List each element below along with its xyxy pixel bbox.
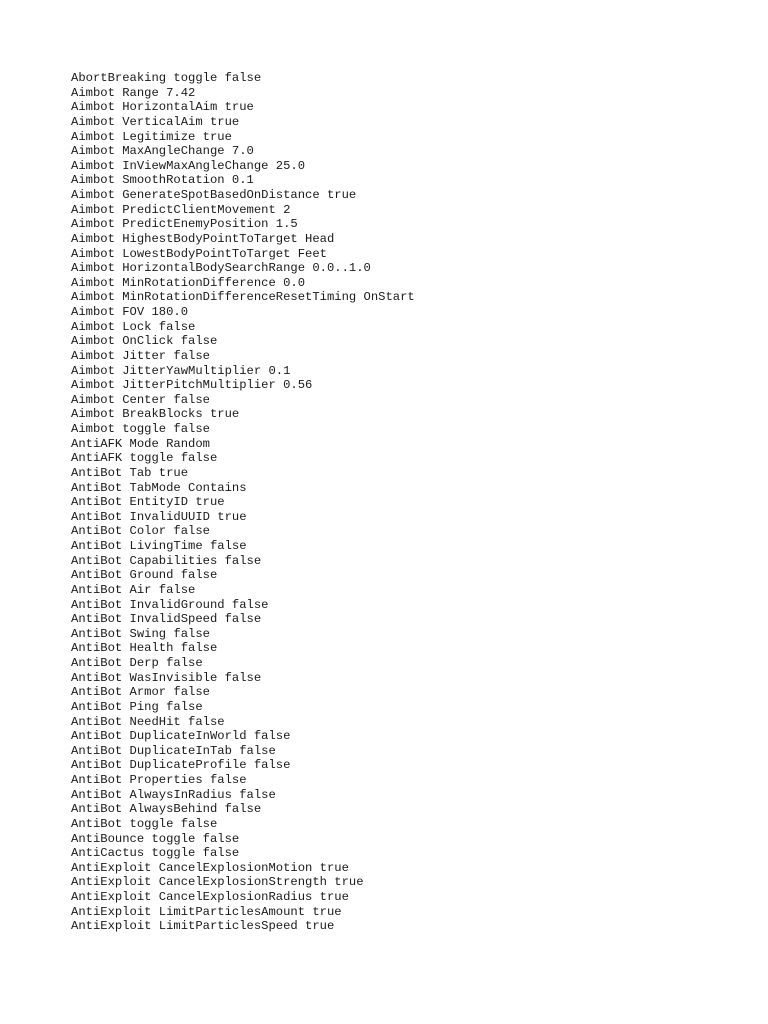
config-line: AntiBot WasInvisible false [71,670,262,685]
config-line: AntiBot Color false [71,524,210,539]
config-line: AntiBot Tab true [71,465,189,480]
config-line: AntiBot Health false [71,641,218,656]
config-line: Aimbot Range 7.42 [71,85,196,100]
config-line: AntiBot toggle false [71,816,218,831]
config-line: AntiExploit CancelExplosionStrength true [71,875,364,890]
config-line: Aimbot InViewMaxAngleChange 25.0 [71,158,306,173]
config-line: AntiAFK Mode Random [71,436,210,451]
config-line: Aimbot HorizontalAim true [71,100,254,115]
config-line: AntiExploit CancelExplosionMotion true [71,860,349,875]
config-line: AntiBot DuplicateProfile false [71,758,291,773]
config-line: Aimbot BreakBlocks true [71,407,240,422]
config-line: Aimbot OnClick false [71,334,218,349]
config-line: AntiExploit LimitParticlesSpeed true [71,919,335,934]
config-line: Aimbot HighestBodyPointToTarget Head [71,231,335,246]
config-line: AntiBot InvalidSpeed false [71,612,262,627]
config-line: AntiBot Swing false [71,626,210,641]
config-line: Aimbot Center false [71,392,210,407]
config-line: AntiBot AlwaysInRadius false [71,787,276,802]
config-line: AntiExploit LimitParticlesAmount true [71,904,342,919]
config-line: AntiBot Derp false [71,656,203,670]
config-line: Aimbot MinRotationDifference 0.0 [71,275,306,290]
config-line: Aimbot SmoothRotation 0.1 [71,173,254,188]
config-line: Aimbot JitterYawMultiplier 0.1 [71,363,291,378]
config-line: AntiBot NeedHit false [71,714,225,729]
config-line: Aimbot Jitter false [71,348,210,363]
config-line: AntiBot TabMode Contains [71,480,247,495]
config-line: Aimbot JitterPitchMultiplier 0.56 [71,378,313,393]
config-line: AntiBot Ground false [71,568,218,583]
config-line: AntiBot EntityID true [71,495,225,510]
config-line: Aimbot GenerateSpotBasedOnDistance true [71,188,357,202]
config-line: Aimbot MaxAngleChange 7.0 [71,144,254,159]
config-line: AntiExploit CancelExplosionRadius true [71,890,349,904]
config-line: AntiBounce toggle false [71,831,240,846]
config-line: AntiBot InvalidGround false [71,597,269,612]
config-line: Aimbot PredictEnemyPosition 1.5 [71,217,298,232]
config-line: AntiBot LivingTime false [71,539,247,553]
config-line: Aimbot HorizontalBodySearchRange 0.0..1.0 [71,261,371,276]
config-line: AntiBot InvalidUUID true [71,509,247,524]
config-text-lines [71,71,415,934]
config-line: AntiBot DuplicateInTab false [71,743,276,758]
config-line: Aimbot LowestBodyPointToTarget Feet [71,246,327,261]
config-line: AntiBot Air false [71,582,196,597]
config-line: Aimbot VerticalAim true [71,114,240,129]
config-line: AntiBot AlwaysBehind false [71,802,262,817]
config-line: AntiAFK toggle false [71,451,218,466]
config-line: AntiBot Capabilities false [71,553,262,568]
config-line: AntiCactus toggle false [71,846,240,861]
config-line: Aimbot Legitimize true [71,129,232,144]
config-line: AntiBot Properties false [71,773,247,787]
config-line: Aimbot MinRotationDifferenceResetTiming OnStart [71,290,415,305]
config-line: Aimbot FOV 180.0 [71,305,189,319]
config-line: AntiBot DuplicateInWorld false [71,729,291,744]
config-line: Aimbot toggle false [71,422,210,436]
config-line: Aimbot Lock false [71,319,196,334]
config-line: Aimbot PredictClientMovement 2 [71,202,291,217]
config-line: AbortBreaking toggle false [71,71,262,85]
config-line: AntiBot Armor false [71,685,210,700]
config-line: AntiBot Ping false [71,699,203,714]
